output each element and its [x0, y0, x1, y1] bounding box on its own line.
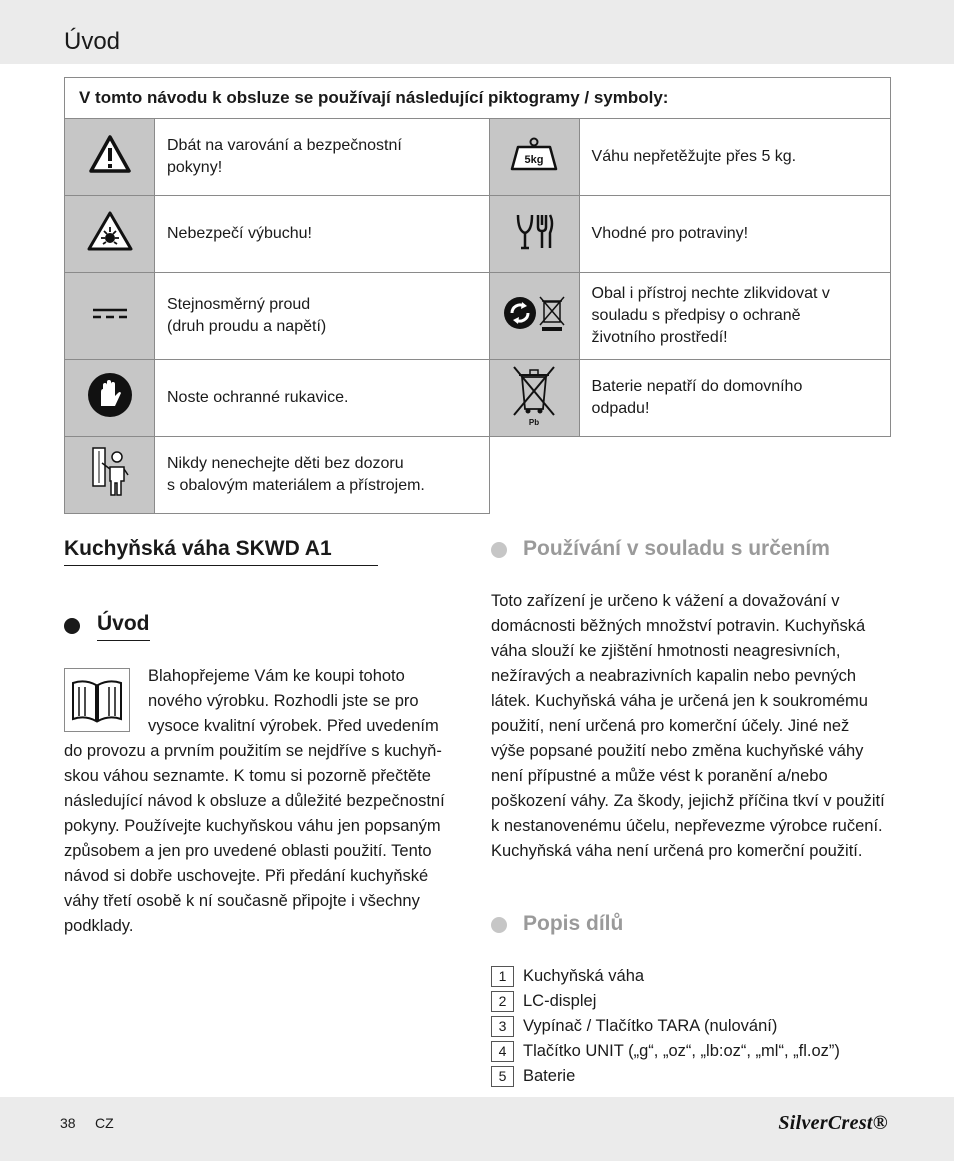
parts-heading: Popis dílů — [523, 912, 624, 935]
recycling-disposal-icon — [489, 273, 579, 360]
page-title: Úvod — [64, 28, 121, 55]
part-number: 3 — [491, 1016, 514, 1037]
part-number: 5 — [491, 1066, 514, 1087]
explosion-icon — [65, 196, 155, 273]
bullet-icon — [64, 618, 80, 634]
bullet-icon — [491, 542, 507, 558]
header-band — [0, 0, 954, 64]
symbol-desc-food: Vhodné pro potraviny! — [579, 196, 890, 273]
intended-use-heading: Používání v souladu s určením — [523, 537, 830, 560]
symbol-desc-battery: Baterie nepatří do domovního odpadu! — [579, 360, 890, 437]
brand-logo: SilverCrest® — [778, 1112, 888, 1134]
svg-text:5kg: 5kg — [524, 153, 544, 166]
direct-current-icon — [65, 273, 155, 360]
page-number: 38 — [60, 1115, 76, 1131]
symbol-desc-children: Nikdy nenechejte děti bez dozoru s obalovým materiálem a přístrojem. — [155, 437, 490, 514]
part-label: Kuchyňská váha — [523, 967, 645, 985]
weight-5kg-icon — [489, 119, 579, 196]
bullet-icon — [491, 917, 507, 933]
symbol-desc-warning: Dbát na varování a bezpečnostní pokyny! — [155, 119, 490, 196]
symbol-desc-explosion: Nebezpečí výbuchu! — [155, 196, 490, 273]
intro-text-top: Blahopřejeme Vám ke koupi tohoto nového výrobku. Rozhodli jste se pro vysoce kvalitní výrobek. Před uvedením — [148, 667, 439, 735]
part-label: Tlačítko UNIT („g“, „oz“, „lb:oz“, „ml“, „fl.oz”) — [523, 1042, 840, 1060]
part-number: 2 — [491, 991, 514, 1012]
part-number: 1 — [491, 966, 514, 987]
battery-disposal-icon — [489, 360, 579, 437]
food-safe-icon — [489, 196, 579, 273]
intended-use-text: Toto zařízení je určeno k vážení a dovažování v domácnosti běžných množství potravin. Kuchyňská váha slouží ke zjištění hmotnosti neagresivních, nežíravých a neabrazivních kapalin nebo pevných látek. Kuchyňská váha je určená jen k soukromému použití, není určená pro komerční účely. Jiné než výše popsané použití nebo změna kuchyňské váhy není přípustné a může vést k poranění a/nebo poškození váhy. Za škody, jejichž příčina tkví v použití k nestanovenému účelu, nepřevezme výrobce ručení. Kuchyňská váha není určená pro komerční použití. — [491, 592, 885, 860]
svg-text:Pb: Pb — [528, 417, 540, 427]
symbols-table — [64, 77, 891, 514]
intro-heading: Úvod — [97, 612, 150, 641]
product-heading: Kuchyňská váha SKWD A1 — [64, 537, 378, 566]
symbol-desc-dc: Stejnosměrný proud (druh proudu a napětí) — [155, 273, 490, 360]
symbol-desc-weight: Váhu nepřetěžujte přes 5 kg. — [579, 119, 890, 196]
symbol-desc-gloves: Noste ochranné rukavice. — [155, 360, 490, 437]
part-label: Baterie — [523, 1067, 576, 1085]
child-warning-icon — [65, 437, 155, 514]
part-label: LC-displej — [523, 992, 597, 1010]
protective-gloves-icon — [65, 360, 155, 437]
part-label: Vypínač / Tlačítko TARA (nulování) — [523, 1017, 778, 1035]
empty-cell — [489, 437, 890, 514]
part-number: 4 — [491, 1041, 514, 1062]
warning-triangle-icon — [65, 119, 155, 196]
language-code: CZ — [95, 1115, 114, 1131]
symbols-table-heading: V tomto návodu k obsluze se používají následující piktogramy / symboly: — [65, 78, 891, 119]
read-manual-icon — [64, 668, 130, 732]
symbol-desc-recycling: Obal i přístroj nechte zlikvidovat v souladu s předpisy o ochraně životního prostředí! — [579, 273, 890, 360]
intro-text: do provozu a prvním použitím se nejdříve s kuchyň- skou váhou seznamte. K tomu si pozorně přečtěte následující návod k obsluze a důležité bezpečnostní pokyny. Používejte kuchyňskou váhu jen popsaným způsobem a jen pro uvedené oblasti použití. Tento návod si dobře uschovejte. Při předání kuchyňské váhy třetí osobě k ní současně připojte i všechny podklady. — [64, 742, 445, 935]
